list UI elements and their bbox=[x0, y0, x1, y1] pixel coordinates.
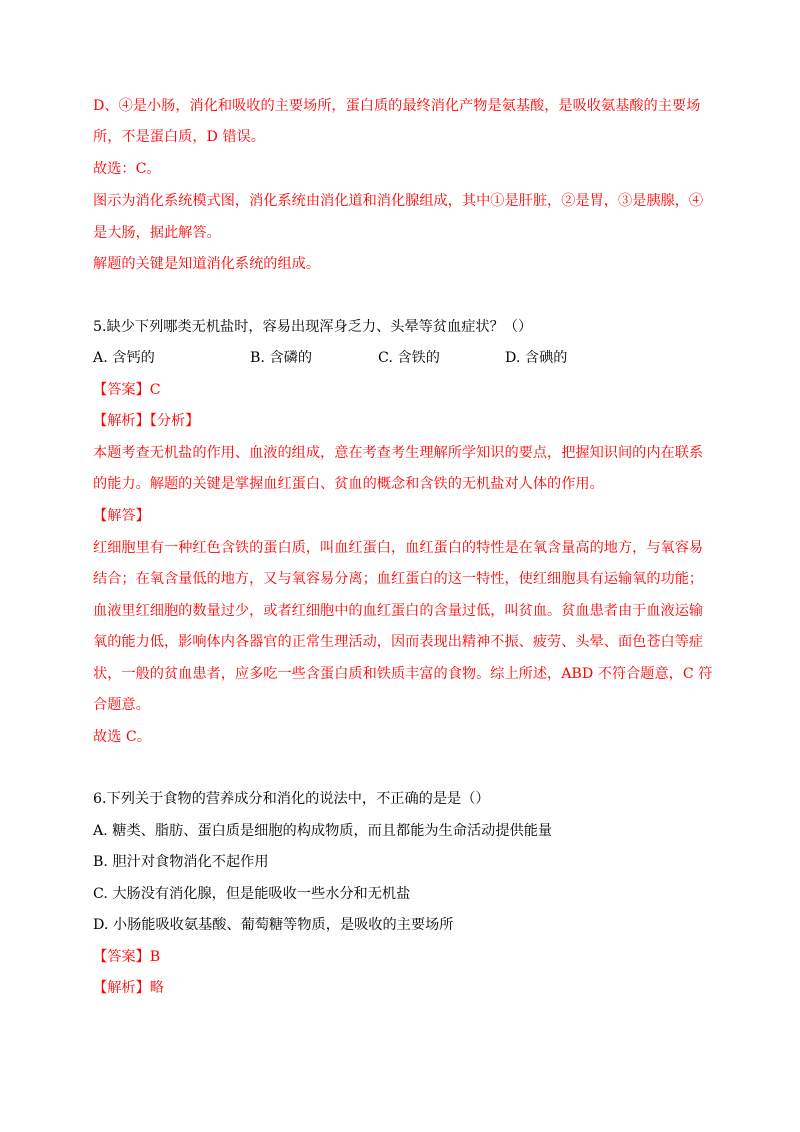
q5-solution-line3: 血液里红细胞的数量过少，或者红细胞中的血红蛋白的含量过低，叫贫血。贫血患者由于血液运输 bbox=[93, 603, 704, 619]
q5-analysis-line1: 本题考查无机盐的作用、血液的组成，意在考查考生理解所学知识的要点，把握知识间的内在联系 bbox=[93, 445, 704, 461]
q5-solution-line2: 结合；在氧含量低的地方，又与氧容易分离；血红蛋白的这一特性，使红细胞具有运输氧的功能； bbox=[93, 571, 704, 587]
q6-stem: 6.下列关于食物的营养成分和消化的说法中，不正确的是是（） bbox=[93, 791, 490, 807]
q6-option-d: D. 小肠能吸收氨基酸、葡萄糖等物质，是吸收的主要场所 bbox=[93, 917, 454, 933]
q5-analysis-header: 【解析】【分析】 bbox=[93, 413, 200, 429]
q5-solution-line5: 状，一般的贫血患者，应多吃一些含蛋白质和铁质丰富的食物。综上所述，ABD 不符合题意，C 符 bbox=[93, 666, 713, 682]
q5-solution-line6: 合题意。 bbox=[93, 697, 150, 713]
option-d-analysis-line2: 所，不是蛋白质，D 错误。 bbox=[93, 129, 265, 145]
prev-choice: 故选：C。 bbox=[93, 161, 161, 177]
q6-option-c: C. 大肠没有消化腺，但是能吸收一些水分和无机盐 bbox=[93, 886, 411, 902]
q6-option-b: B. 胆汁对食物消化不起作用 bbox=[93, 854, 269, 870]
q5-solution-header: 【解答】 bbox=[93, 508, 150, 524]
q5-option-d: D. 含碘的 bbox=[505, 350, 568, 366]
q5-answer: 【答案】C bbox=[93, 382, 161, 398]
q5-analysis-line2: 的能力。解题的关键是掌握血红蛋白、贫血的概念和含铁的无机盐对人体的作用。 bbox=[93, 476, 604, 492]
q5-solution-line4: 氧的能力低，影响体内各器官的正常生理活动，因而表现出精神不振、疲劳、头晕、面色苍白等症 bbox=[93, 634, 704, 650]
q6-option-a: A. 糖类、脂肪、蛋白质是细胞的构成物质，而且都能为生命活动提供能量 bbox=[93, 823, 553, 839]
option-d-analysis-line1: D、④是小肠，消化和吸收的主要场所，蛋白质的最终消化产物是氨基酸，是吸收氨基酸的主要场 bbox=[93, 98, 701, 114]
q5-stem: 5.缺少下列哪类无机盐时，容易出现浑身乏力、头晕等贫血症状？（） bbox=[93, 319, 533, 335]
q6-analysis: 【解析】略 bbox=[93, 980, 164, 996]
q6-answer: 【答案】B bbox=[93, 949, 161, 965]
figure-description-line1: 图示为消化系统模式图，消化系统由消化道和消化腺组成，其中①是肝脏，②是胃，③是胰腺，④ bbox=[93, 193, 704, 209]
q5-choice: 故选 C。 bbox=[93, 729, 151, 745]
q5-option-b: B. 含磷的 bbox=[250, 350, 313, 366]
q5-option-a: A. 含钙的 bbox=[93, 350, 155, 366]
q5-option-c: C. 含铁的 bbox=[378, 350, 440, 366]
q5-solution-line1: 红细胞里有一种红色含铁的蛋白质，叫血红蛋白，血红蛋白的特性是在氧含量高的地方，与氧容易 bbox=[93, 540, 704, 556]
figure-description-line2: 是大肠，据此解答。 bbox=[93, 225, 221, 241]
prev-key-point: 解题的关键是知道消化系统的组成。 bbox=[93, 256, 321, 272]
